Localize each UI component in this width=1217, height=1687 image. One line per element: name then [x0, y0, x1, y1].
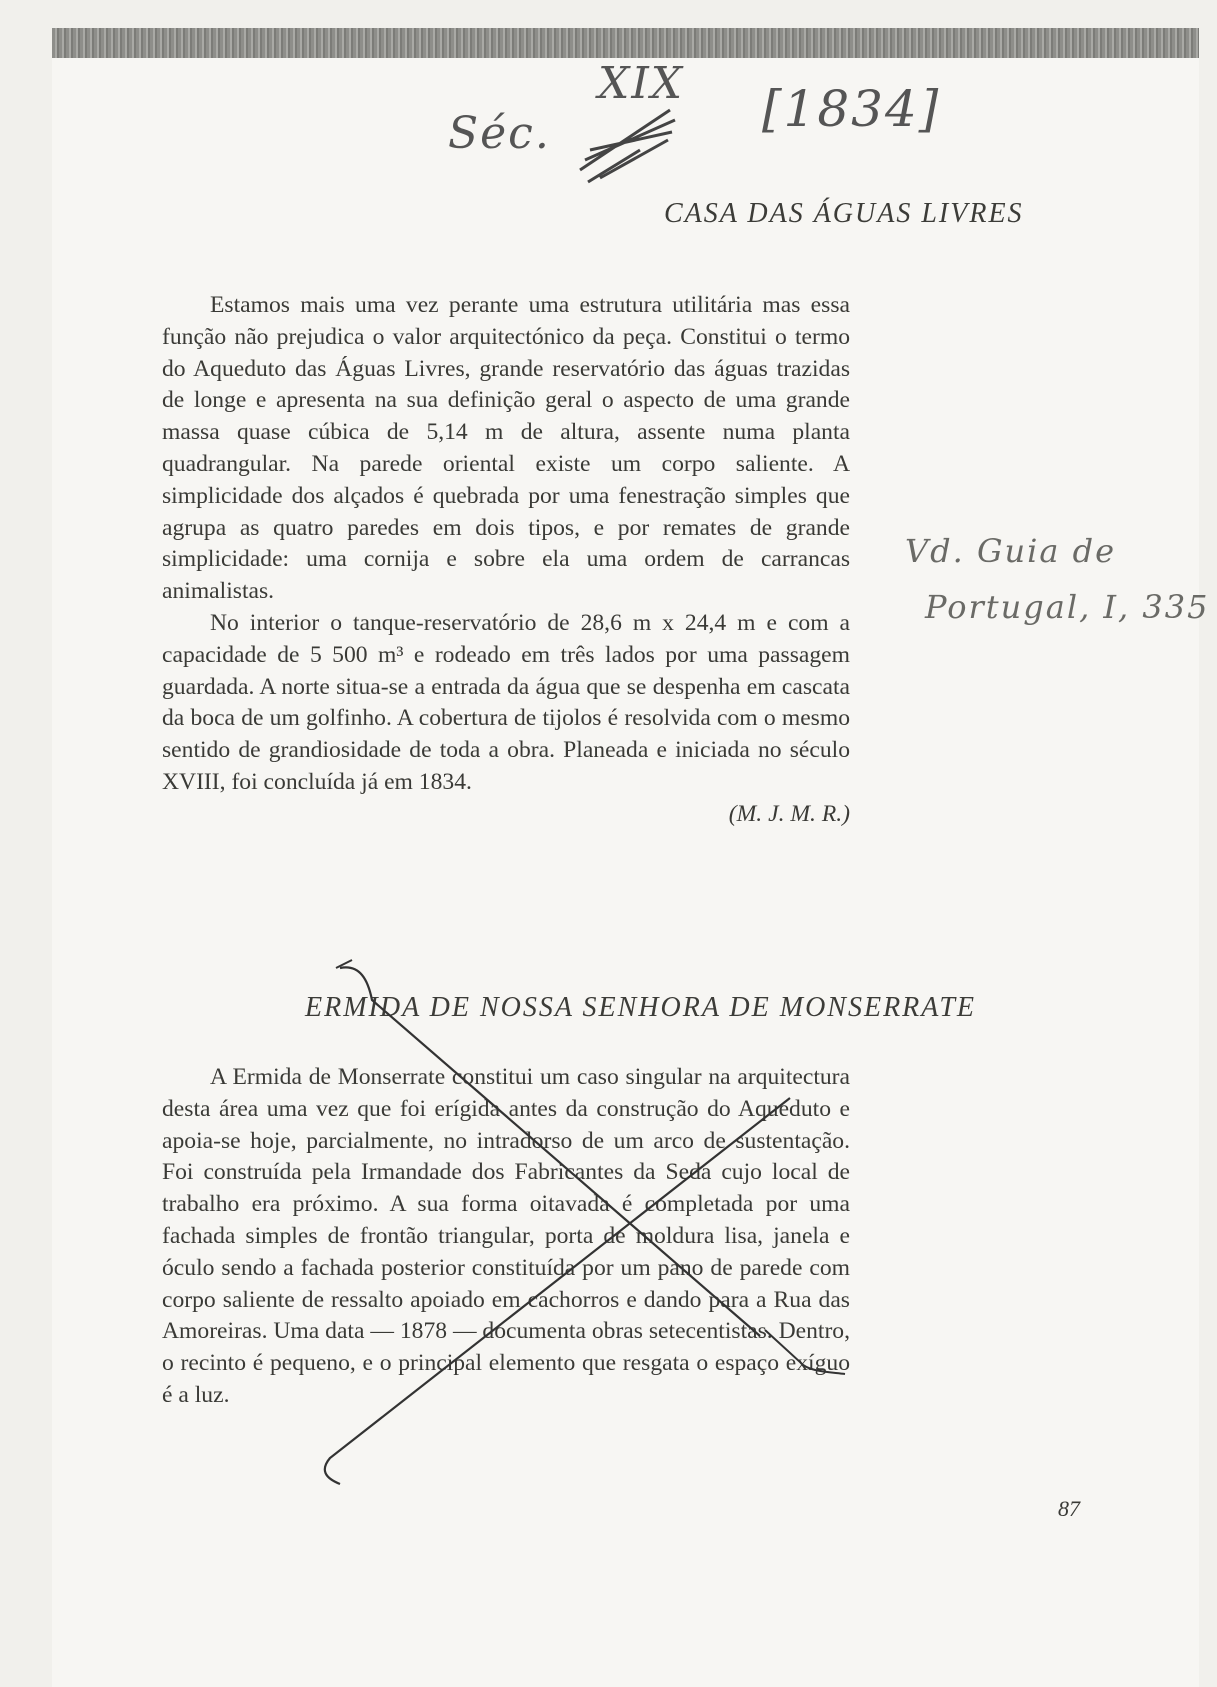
article1-paragraph: Estamos mais uma vez perante uma estrutura utilitária mas essa função não prejudica o valor arquitectónico da peça. Constitui o termo do Aqueduto das Águas Livres, grande reservatório das águas trazidas de longe e apresenta na sua definição geral o aspecto de uma grande massa quase cúbica de 5,14 m de altura, assente numa planta quadrangular. Na parede oriental existe um corpo saliente. A simplicidade dos alçados é quebrada por uma fenestração simples que agrupa as quatro paredes em dois tipos, e por remates de grande simplicidade: uma cornija e sobre ela uma ordem de carrancas animalistas. — [162, 292, 850, 605]
article2-title: ERMIDA DE NOSSA SENHORA DE MONSERRATE — [305, 992, 977, 1023]
handwritten-margin-note-line1: Vd. Guia de — [905, 532, 1117, 570]
article1-signature: (M. J. M. R.) — [728, 800, 850, 827]
article1-title: CASA DAS ÁGUAS LIVRES — [664, 198, 1024, 229]
handwritten-margin-note-line2: Portugal, I, 335 — [925, 588, 1210, 626]
article1-paragraph: No interior o tanque-reservatório de 28,6 m x 24,4 m e com a capacidade de 5 500 m³ e rodeado em três lados por uma passagem guardada. A norte situa-se a entrada da água que se despenha em cascata da boca de um golfinho. A cobertura de tijolos é resolvida com o mesmo sentido de grandiosidade de toda a obra. Planeada e iniciada no século XVIII, foi concluída já em 1834. — [162, 609, 850, 795]
page-number: 87 — [1058, 1496, 1080, 1521]
handwritten-sec: Séc. — [448, 108, 551, 159]
handwritten-year: [1834] — [762, 80, 941, 138]
handwritten-century: XIX — [598, 58, 685, 109]
article2-paragraph: A Ermida de Monserrate constitui um caso singular na arquitectura desta área uma vez que foi erígida antes da construção do Aqueduto e apoia-se hoje, parcialmente, no intradorso de um arco de sustentação. Foi construída pela Irmandade dos Fabricantes da Seda cujo local de trabalho era próximo. A sua forma oitavada é completada por uma fachada simples de frontão triangular, porta de moldura lisa, janela e óculo sendo a fachada posterior constituída por um pano de parede com corpo saliente de ressalto apoiado em cachorros e dando para a Rua das Amoreiras. Uma data — 1878 — documenta obras setecentistas. Dentro, o recinto é pequeno, e o principal elemento que resgata o espaço exíguo é a luz. — [162, 1064, 850, 1408]
